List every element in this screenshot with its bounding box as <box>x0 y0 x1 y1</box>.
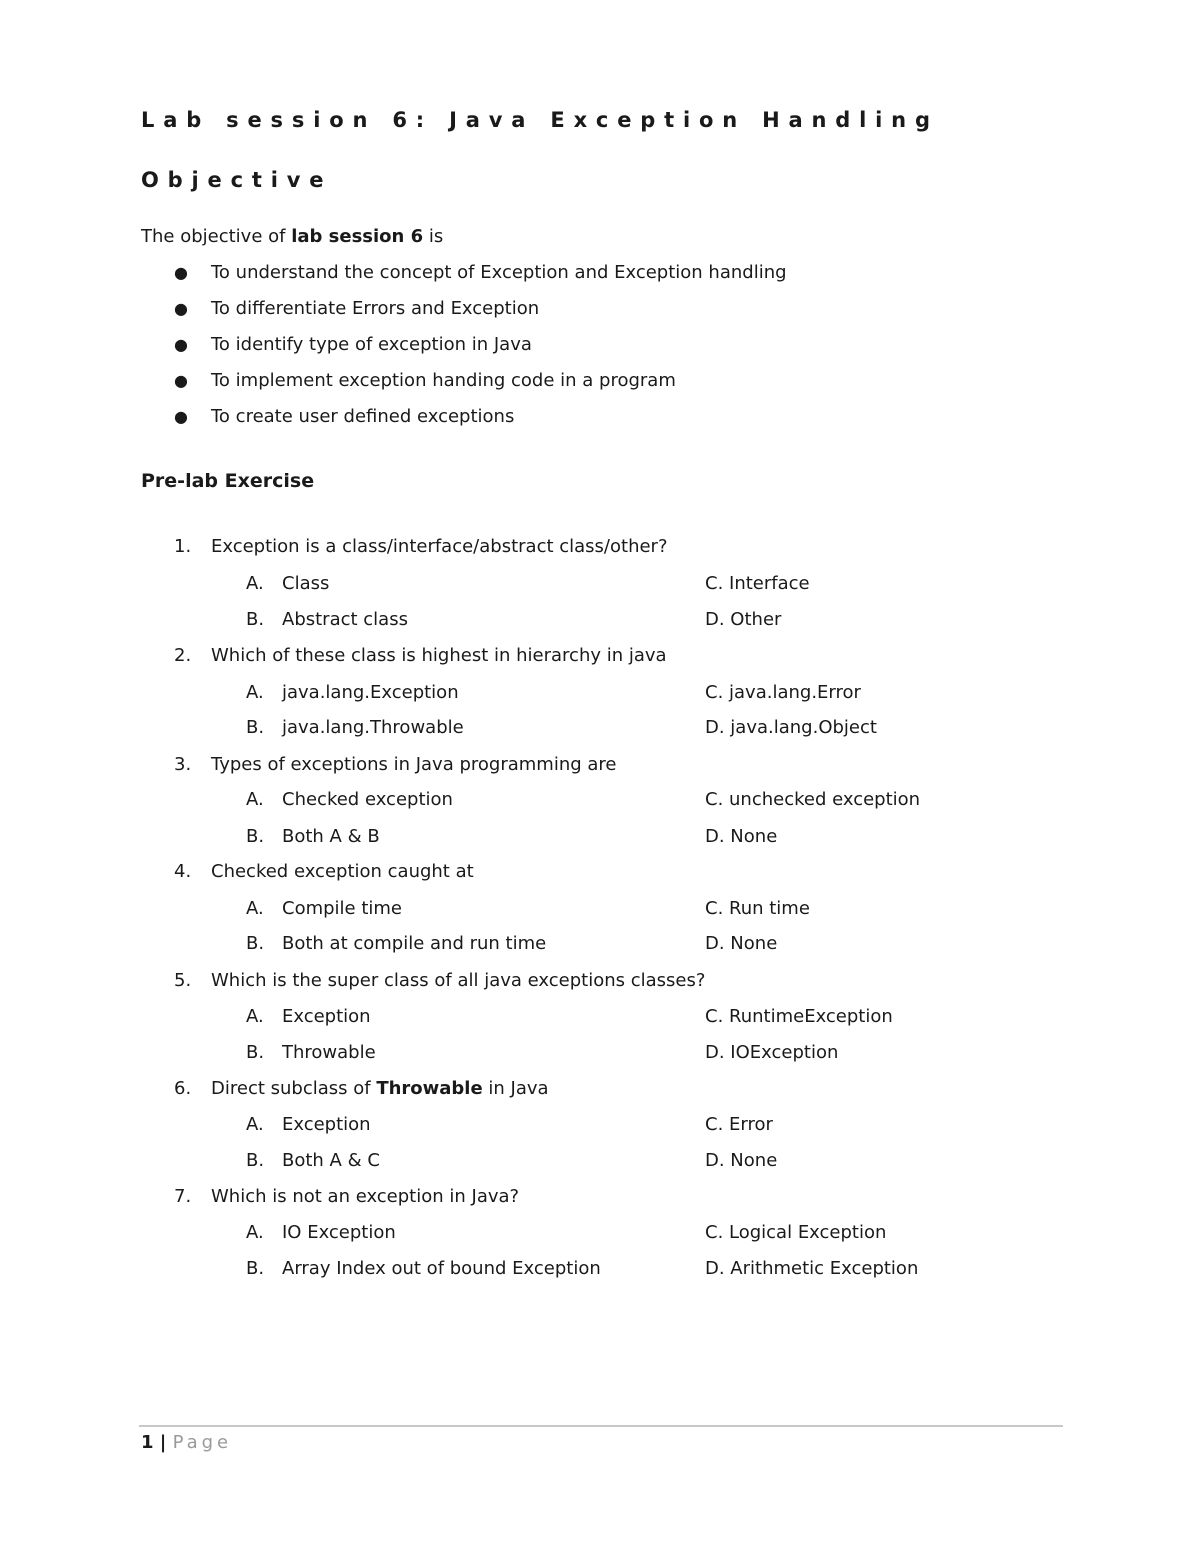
option-b: Array Index out of bound Exception <box>282 1258 601 1279</box>
bullet-icon: ● <box>174 335 188 354</box>
option-d: D. IOException <box>705 1042 839 1063</box>
objective-item: To create user defined exceptions <box>211 406 515 427</box>
option-a: Exception <box>282 1114 371 1135</box>
question-text-suffix: in Java <box>482 1078 549 1099</box>
option-a: Checked exception <box>282 789 453 810</box>
question-text-bold: Throwable <box>376 1078 483 1099</box>
option-d: D. None <box>705 826 778 847</box>
objective-item: To differentiate Errors and Exception <box>211 298 540 319</box>
objective-item: To implement exception handing code in a program <box>211 370 676 391</box>
option-letter-a: A. <box>246 1006 264 1027</box>
bullet-icon: ● <box>174 263 188 282</box>
question-number: 1. <box>174 536 192 557</box>
option-d: D. None <box>705 1150 778 1171</box>
page-footer <box>141 1432 232 1453</box>
option-b: Both at compile and run time <box>282 933 547 954</box>
option-letter-a: A. <box>246 573 264 594</box>
option-b: java.lang.Throwable <box>282 717 464 738</box>
question-number: 4. <box>174 861 192 882</box>
option-letter-a: A. <box>246 1114 264 1135</box>
option-letter-b: B. <box>246 1042 265 1063</box>
option-d: D. None <box>705 933 778 954</box>
option-c: C. Logical Exception <box>705 1222 887 1243</box>
option-b: Both A & C <box>282 1150 380 1171</box>
objective-intro <box>141 226 443 247</box>
option-letter-b: B. <box>246 826 265 847</box>
objective-heading: Objective <box>141 168 333 192</box>
question-number: 3. <box>174 754 192 775</box>
option-letter-b: B. <box>246 933 265 954</box>
prelab-heading: Pre-lab Exercise <box>141 470 315 492</box>
option-a: java.lang.Exception <box>282 682 459 703</box>
question-text: Types of exceptions in Java programming are <box>211 754 617 775</box>
option-letter-a: A. <box>246 682 264 703</box>
option-b: Throwable <box>282 1042 376 1063</box>
question-text: Which is the super class of all java exceptions classes? <box>211 970 706 991</box>
objective-item: To identify type of exception in Java <box>211 334 532 355</box>
question-text <box>211 1078 549 1099</box>
option-a: Class <box>282 573 330 594</box>
option-a: Compile time <box>282 898 403 919</box>
intro-suffix: is <box>423 226 444 247</box>
question-number: 2. <box>174 645 192 666</box>
option-c: C. RuntimeException <box>705 1006 893 1027</box>
option-c: C. Run time <box>705 898 810 919</box>
option-c: C. Interface <box>705 573 810 594</box>
question-text: Checked exception caught at <box>211 861 474 882</box>
intro-bold: lab session 6 <box>291 226 424 247</box>
option-d: D. Arithmetic Exception <box>705 1258 919 1279</box>
question-number: 6. <box>174 1078 192 1099</box>
option-letter-b: B. <box>246 1258 265 1279</box>
objective-item: To understand the concept of Exception and Exception handling <box>211 262 787 283</box>
option-c: C. Error <box>705 1114 773 1135</box>
footer-divider <box>139 1425 1063 1427</box>
question-number: 7. <box>174 1186 192 1207</box>
page-number: 1 <box>141 1432 154 1453</box>
question-text: Exception is a class/interface/abstract class/other? <box>211 536 668 557</box>
option-letter-b: B. <box>246 717 265 738</box>
option-c: C. java.lang.Error <box>705 682 861 703</box>
option-a: Exception <box>282 1006 371 1027</box>
question-number: 5. <box>174 970 192 991</box>
bullet-icon: ● <box>174 407 188 426</box>
option-letter-b: B. <box>246 609 265 630</box>
page-label: Page <box>172 1432 233 1453</box>
option-b: Abstract class <box>282 609 408 630</box>
option-letter-a: A. <box>246 898 264 919</box>
option-d: D. Other <box>705 609 782 630</box>
option-d: D. java.lang.Object <box>705 717 877 738</box>
question-text: Which of these class is highest in hierarchy in java <box>211 645 667 666</box>
option-letter-a: A. <box>246 1222 264 1243</box>
option-c: C. unchecked exception <box>705 789 921 810</box>
page-title: Lab session 6: Java Exception Handling <box>141 108 939 132</box>
option-b: Both A & B <box>282 826 380 847</box>
footer-separator: | <box>153 1432 173 1453</box>
option-a: IO Exception <box>282 1222 396 1243</box>
bullet-icon: ● <box>174 371 188 390</box>
question-text-prefix: Direct subclass of <box>211 1078 377 1099</box>
bullet-icon: ● <box>174 299 188 318</box>
option-letter-b: B. <box>246 1150 265 1171</box>
option-letter-a: A. <box>246 789 264 810</box>
intro-prefix: The objective of <box>141 226 292 247</box>
question-text: Which is not an exception in Java? <box>211 1186 520 1207</box>
